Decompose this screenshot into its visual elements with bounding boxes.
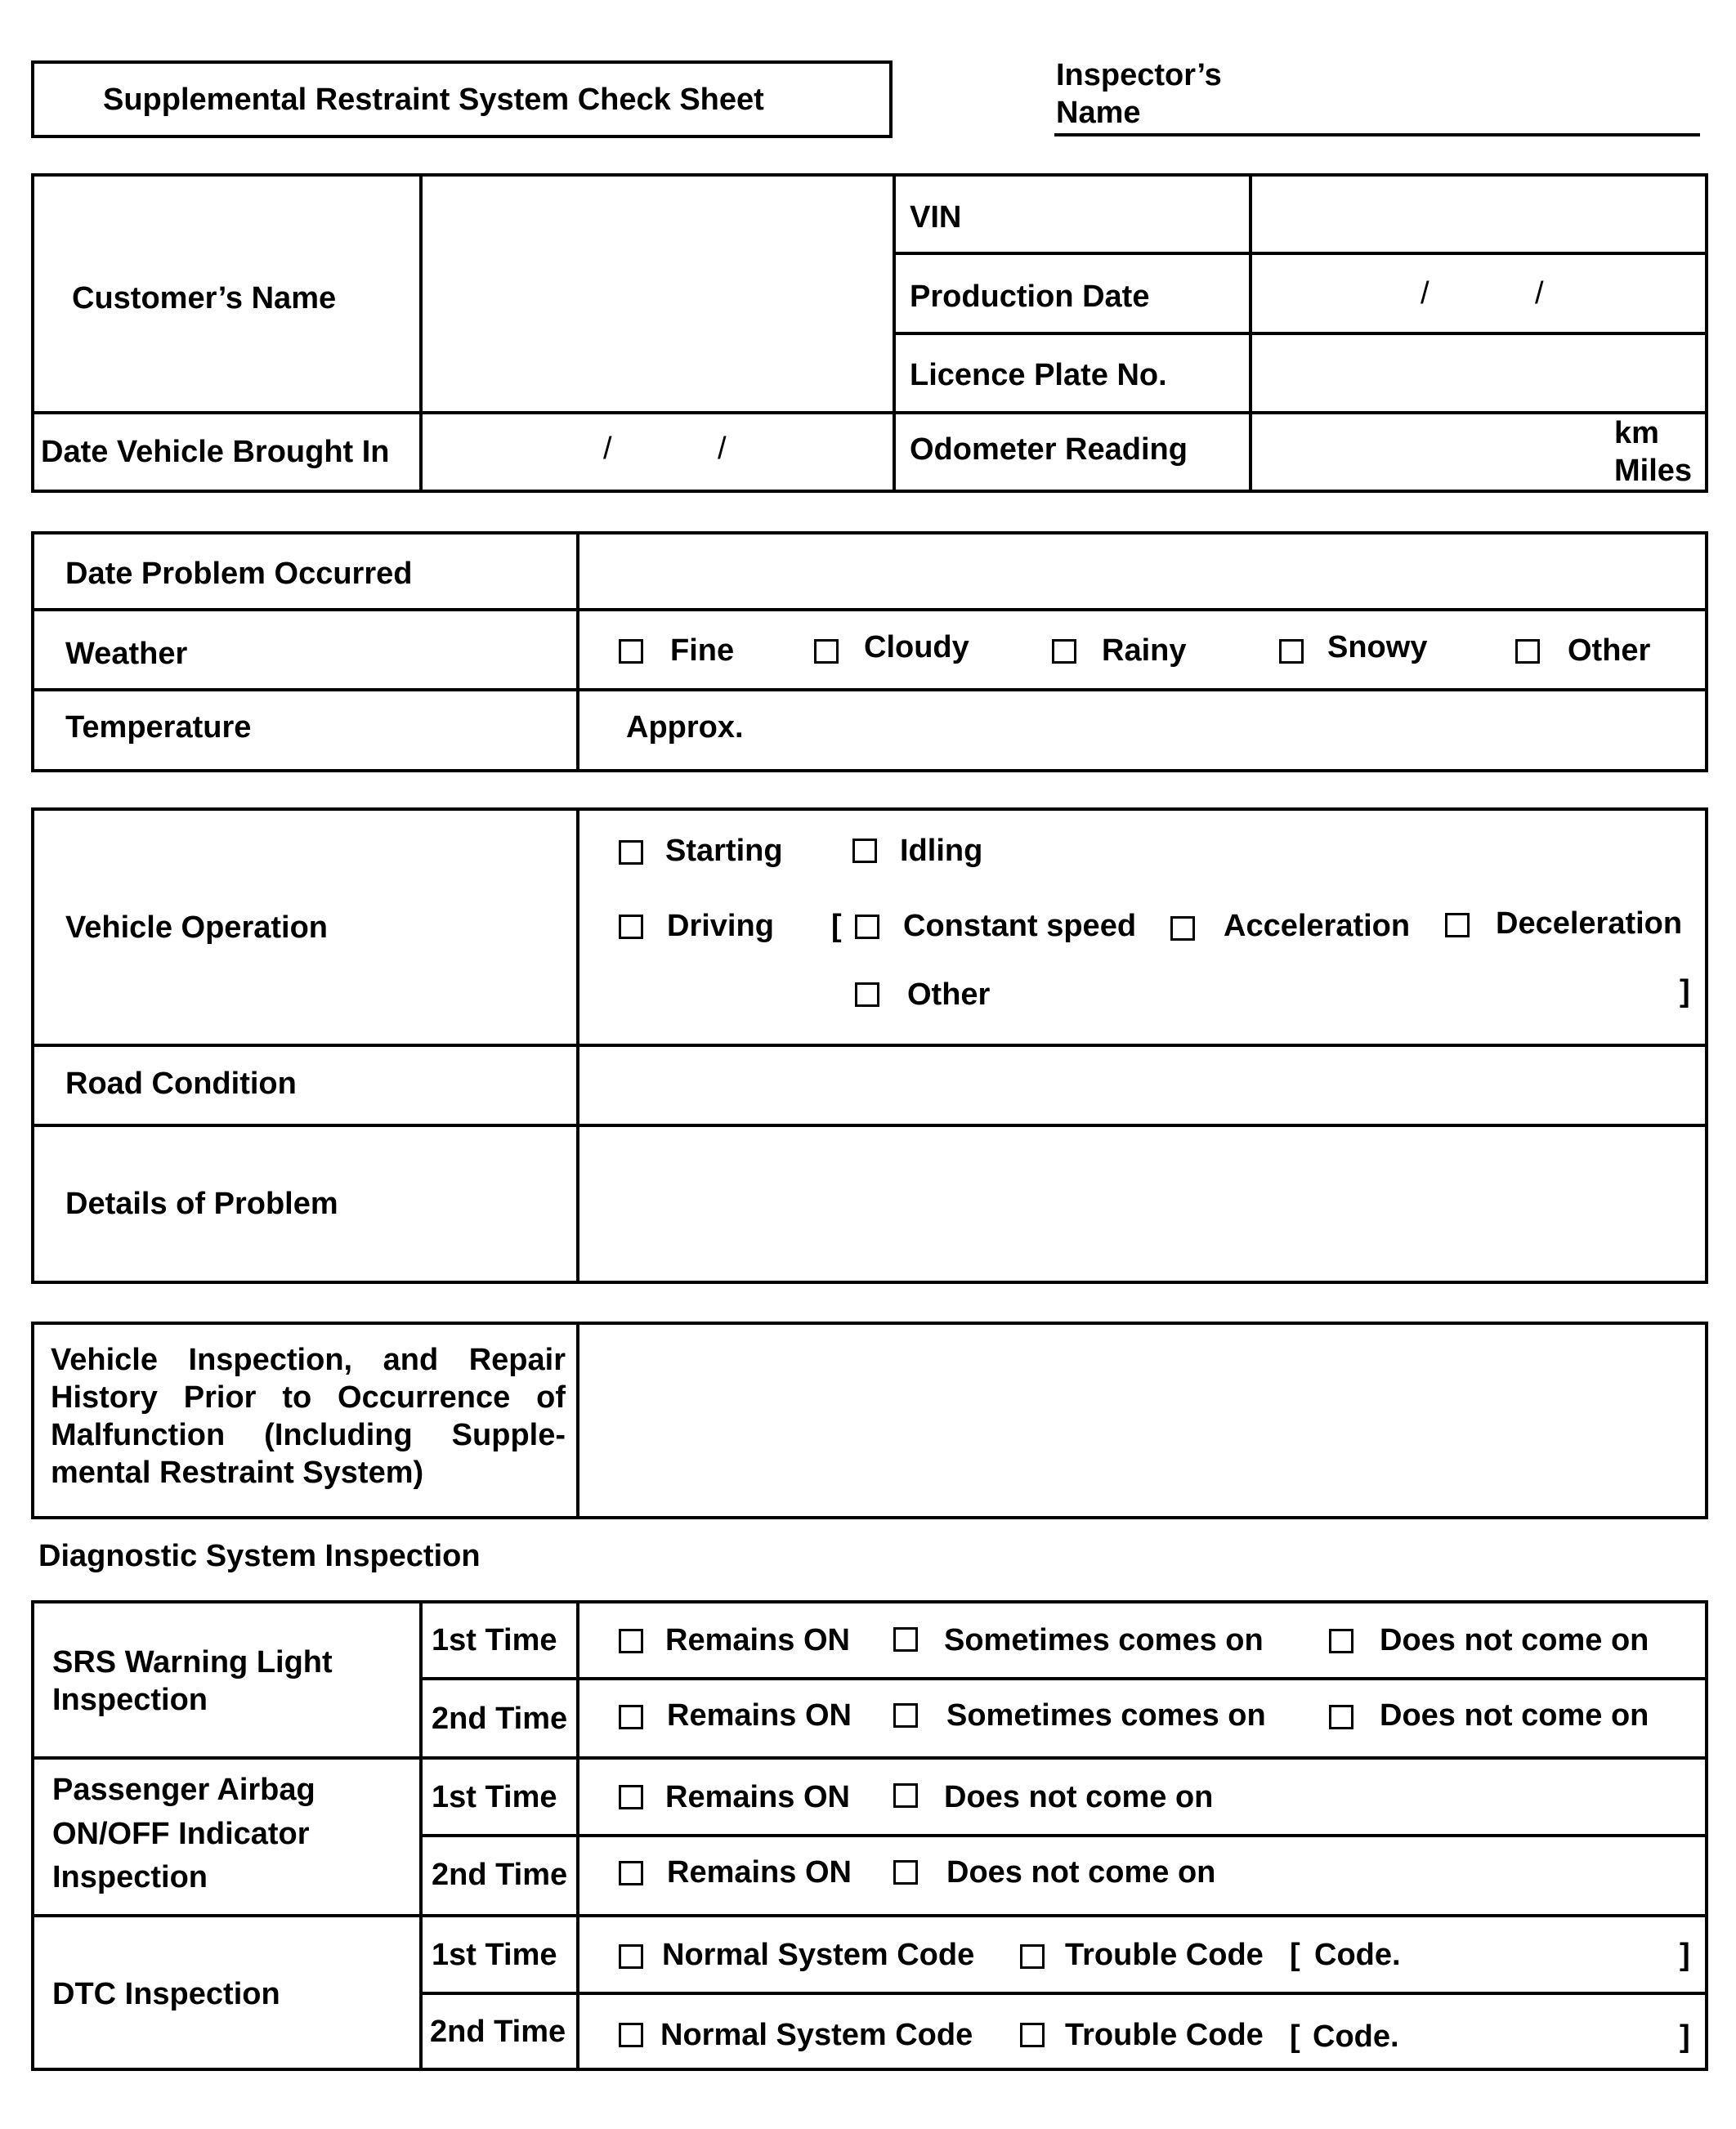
srs-first-time: 1st Time [432,1623,557,1657]
weather-label: Weather [65,637,188,671]
driving-open-bracket: [ [831,909,842,943]
dtc-2-trouble-label: Trouble Code [1065,2018,1264,2052]
driving-close-bracket: ] [1680,974,1690,1009]
starting-checkbox[interactable] [619,840,643,865]
dtc-1-trouble-checkbox[interactable] [1020,1944,1045,1969]
divider [31,688,1708,691]
dtc-1-code-label[interactable]: Code. [1314,1938,1401,1972]
weather-cloudy-label: Cloudy [864,630,969,664]
temperature-label: Temperature [65,710,252,745]
details-label: Details of Problem [65,1187,338,1221]
production-date-sep: / [1421,276,1430,311]
airbag-second-time: 2nd Time [432,1858,568,1892]
srs-2-does-not-checkbox[interactable] [1329,1705,1353,1729]
dtc-2-normal-checkbox[interactable] [619,2023,643,2047]
diagnostic-heading: Diagnostic System Inspection [38,1539,481,1573]
srs-1-remains-on-checkbox[interactable] [619,1629,643,1653]
airbag-1-does-not-label: Does not come on [944,1780,1214,1814]
inspector-name-field[interactable] [1054,133,1700,136]
dtc-1-normal-checkbox[interactable] [619,1944,643,1969]
dtc-first-time: 1st Time [432,1938,557,1972]
airbag-1-remains-on-label: Remains ON [665,1780,850,1814]
srs-1-does-not-label: Does not come on [1380,1623,1649,1657]
dtc-label: DTC Inspection [52,1977,280,2011]
srs-2-remains-on-checkbox[interactable] [619,1705,643,1729]
weather-fine-checkbox[interactable] [619,639,643,664]
weather-other-checkbox[interactable] [1515,639,1540,664]
srs-label-line2: Inspection [52,1683,208,1717]
dtc-2-code-open: [ [1290,2019,1300,2054]
srs-1-remains-on-label: Remains ON [665,1623,850,1657]
history-label: Vehicle Inspection, and Repair History Prior to Occurrence of Malfunction (Including Supple-mental Restraint System) [51,1343,566,1490]
weather-snowy-checkbox[interactable] [1279,639,1304,664]
divider [31,1914,1708,1917]
customer-name-label: Customer’s Name [72,281,337,315]
airbag-first-time: 1st Time [432,1780,557,1814]
acceleration-label: Acceleration [1224,909,1411,943]
weather-rainy-checkbox[interactable] [1052,639,1076,664]
srs-1-does-not-checkbox[interactable] [1329,1629,1353,1653]
odometer-unit-km: km [1614,416,1659,450]
idling-checkbox[interactable] [852,839,877,863]
form-title: Supplemental Restraint System Check Sheet [103,83,764,117]
dtc-2-code-close: ] [1680,2019,1690,2054]
weather-fine-label: Fine [670,633,735,668]
licence-plate-field[interactable] [1252,335,1705,411]
licence-plate-label: Licence Plate No. [910,358,1167,392]
vin-label: VIN [910,200,962,235]
airbag-2-does-not-label: Does not come on [946,1855,1216,1890]
dtc-1-normal-label: Normal System Code [662,1938,975,1972]
production-date-sep: / [1535,276,1544,311]
operation-other-label: Other [907,977,991,1012]
odometer-label: Odometer Reading [910,432,1188,467]
inspector-label-line1: Inspector’s [1056,58,1222,92]
divider [31,411,1708,414]
date-brought-in-label: Date Vehicle Brought In [41,435,390,469]
srs-label-line1: SRS Warning Light [52,1645,333,1679]
weather-cloudy-checkbox[interactable] [814,639,839,664]
divider [419,1677,1708,1680]
divider [31,608,1708,611]
airbag-label-line1: Passenger Airbag [52,1773,315,1807]
history-field[interactable] [579,1325,1705,1516]
customer-name-field[interactable] [423,177,893,411]
date-problem-label: Date Problem Occurred [65,557,413,591]
deceleration-checkbox[interactable] [1445,913,1470,937]
operation-other-checkbox[interactable] [855,982,879,1007]
dtc-2-normal-label: Normal System Code [660,2018,973,2052]
driving-label: Driving [667,909,774,943]
airbag-2-remains-on-checkbox[interactable] [619,1861,643,1885]
weather-other-label: Other [1568,633,1651,668]
divider [419,1992,1708,1995]
deceleration-label: Deceleration [1496,906,1683,941]
divider [31,1756,1708,1760]
divider [419,1834,1708,1837]
date-brought-in-sep: / [603,432,612,466]
starting-label: Starting [665,834,783,868]
dtc-second-time: 2nd Time [430,2015,566,2049]
srs-2-does-not-label: Does not come on [1380,1698,1649,1733]
driving-checkbox[interactable] [619,915,643,939]
constant-speed-label: Constant speed [903,909,1137,943]
acceleration-checkbox[interactable] [1170,916,1195,941]
weather-snowy-label: Snowy [1327,630,1428,664]
srs-2-sometimes-checkbox[interactable] [893,1703,918,1728]
temperature-value[interactable]: Approx. [626,710,744,745]
dtc-2-trouble-checkbox[interactable] [1020,2023,1045,2047]
constant-speed-checkbox[interactable] [855,915,879,939]
inspector-label-line2: Name [1056,96,1141,130]
weather-rainy-label: Rainy [1102,633,1187,668]
divider [893,252,1708,255]
date-problem-field[interactable] [579,534,1705,608]
srs-1-sometimes-checkbox[interactable] [893,1627,918,1652]
srs-1-sometimes-label: Sometimes comes on [944,1623,1264,1657]
airbag-1-remains-on-checkbox[interactable] [619,1785,643,1809]
airbag-1-does-not-checkbox[interactable] [893,1783,918,1808]
airbag-label-line2: ON/OFF Indicator [52,1817,310,1851]
dtc-1-code-open: [ [1290,1938,1300,1972]
details-field[interactable] [579,1127,1705,1281]
srs-2-sometimes-label: Sometimes comes on [946,1698,1266,1733]
odometer-unit-miles: Miles [1614,454,1693,488]
idling-label: Idling [900,834,983,868]
vehicle-operation-label: Vehicle Operation [65,910,328,945]
airbag-2-does-not-checkbox[interactable] [893,1860,918,1885]
dtc-1-trouble-label: Trouble Code [1065,1938,1264,1972]
road-condition-label: Road Condition [65,1067,297,1101]
dtc-2-code-label[interactable]: Code. [1313,2019,1399,2054]
vin-field[interactable] [1252,177,1705,252]
dtc-1-code-close: ] [1680,1938,1690,1972]
airbag-2-remains-on-label: Remains ON [667,1855,852,1890]
date-brought-in-sep: / [718,432,727,466]
srs-2-remains-on-label: Remains ON [667,1698,852,1733]
production-date-label: Production Date [910,280,1150,314]
airbag-label-line3: Inspection [52,1860,208,1894]
srs-second-time: 2nd Time [432,1702,568,1736]
road-condition-field[interactable] [579,1047,1705,1124]
